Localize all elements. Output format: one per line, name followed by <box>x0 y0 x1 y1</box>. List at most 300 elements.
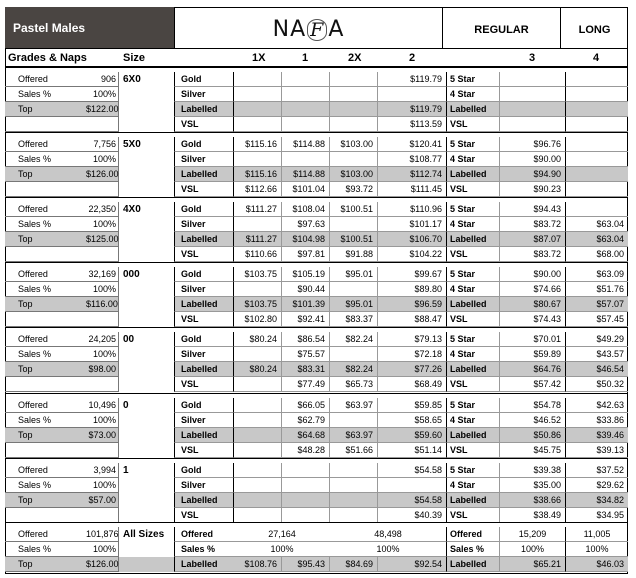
stat-label: Offered <box>5 267 86 282</box>
price-cell-c4 <box>566 72 628 87</box>
stat-value: 3,994 <box>86 463 119 478</box>
grade-label: VSL <box>174 117 234 132</box>
grade-label: VSL <box>174 508 234 523</box>
star-label: 5 Star <box>447 463 500 478</box>
price-cell-c2x: $93.72 <box>330 182 378 197</box>
star-label: 4 Star <box>447 152 500 167</box>
price-cell-c2: $120.41 <box>378 137 447 152</box>
stat-label: Offered <box>5 398 86 413</box>
summary-row-labelled <box>5 557 628 572</box>
table-row <box>5 137 628 152</box>
star-label: 5 Star <box>447 267 500 282</box>
grade-label: Silver <box>174 152 234 167</box>
stat-value: 24,205 <box>86 332 119 347</box>
price-cell-c3: $74.66 <box>500 282 566 297</box>
price-cell-c2x: $51.66 <box>330 443 378 458</box>
stat-label: Sales % <box>5 217 86 232</box>
price-cell-c3: $90.00 <box>500 152 566 167</box>
price-cell-c1: $77.49 <box>282 377 330 392</box>
summary-stat-label: Sales % <box>5 542 86 557</box>
col-size: Size <box>123 52 146 64</box>
table-row <box>5 463 628 478</box>
table-row <box>5 282 628 297</box>
table-row <box>5 182 628 197</box>
long-header: LONG <box>578 24 611 36</box>
price-cell-c2: $108.77 <box>378 152 447 167</box>
price-cell-c1: $114.88 <box>282 137 330 152</box>
table-row <box>5 152 628 167</box>
price-cell-c2: $51.14 <box>378 443 447 458</box>
grade-label: Gold <box>174 332 234 347</box>
stat-value <box>86 312 119 327</box>
grade-label: Silver <box>174 87 234 102</box>
price-cell-c3: $90.23 <box>500 182 566 197</box>
summary-offered-star-label: Offered <box>447 527 500 542</box>
logo-part-2: F <box>307 19 327 41</box>
price-cell-c1x: $115.16 <box>234 137 282 152</box>
price-cell-c4 <box>566 117 628 132</box>
price-cell-c3: $94.90 <box>500 167 566 182</box>
price-cell-c3: $80.67 <box>500 297 566 312</box>
summary-stat-label: Top <box>5 557 86 572</box>
price-cell-c1x: $111.27 <box>234 202 282 217</box>
star-label: VSL <box>447 508 500 523</box>
table-row <box>5 102 628 117</box>
price-cell-c2: $110.96 <box>378 202 447 217</box>
price-cell-c2: $59.60 <box>378 428 447 443</box>
star-label: VSL <box>447 117 500 132</box>
stat-value <box>86 247 119 262</box>
grade-label: Labelled <box>174 297 234 312</box>
price-cell-c1x <box>234 443 282 458</box>
stat-label: Offered <box>5 72 86 87</box>
stat-label <box>5 377 86 392</box>
stat-value <box>86 182 119 197</box>
size-label: 00 <box>123 334 135 345</box>
price-cell-c2x: $103.00 <box>330 167 378 182</box>
summary-labelled-3: $65.21 <box>500 557 566 572</box>
summary-size-label: All Sizes <box>123 529 165 540</box>
table-row <box>5 167 628 182</box>
stat-label: Top <box>5 102 86 117</box>
col-4: 4 <box>593 52 600 64</box>
star-label: 5 Star <box>447 202 500 217</box>
price-cell-c2: $89.80 <box>378 282 447 297</box>
stat-value: 100% <box>86 347 119 362</box>
price-cell-c2: $58.65 <box>378 413 447 428</box>
stat-label: Offered <box>5 202 86 217</box>
star-label: Labelled <box>447 297 500 312</box>
price-cell-c3 <box>500 102 566 117</box>
stat-value: 100% <box>86 217 119 232</box>
price-cell-c1x <box>234 493 282 508</box>
price-cell-c1x: $115.16 <box>234 167 282 182</box>
stat-label <box>5 117 86 132</box>
price-cell-c2x: $95.01 <box>330 267 378 282</box>
price-cell-c2x <box>330 102 378 117</box>
price-cell-c4 <box>566 167 628 182</box>
price-cell-c2x: $100.51 <box>330 232 378 247</box>
price-cell-c2x: $82.24 <box>330 332 378 347</box>
price-cell-c2: $72.18 <box>378 347 447 362</box>
price-cell-c4: $51.76 <box>566 282 628 297</box>
summary-labelled-2: $92.54 <box>378 557 447 572</box>
table-row <box>5 247 628 262</box>
price-cell-c4: $63.04 <box>566 232 628 247</box>
price-cell-c4: $46.54 <box>566 362 628 377</box>
summary-sales-regular-1: 100% <box>234 542 330 557</box>
stat-value <box>86 117 119 132</box>
price-cell-c3: $83.72 <box>500 247 566 262</box>
price-cell-c2x <box>330 282 378 297</box>
stat-value: $98.00 <box>86 362 119 377</box>
star-label: VSL <box>447 312 500 327</box>
table-row <box>5 398 628 413</box>
stat-label: Top <box>5 362 86 377</box>
price-cell-c2x: $95.01 <box>330 297 378 312</box>
price-cell-c2: $119.79 <box>378 72 447 87</box>
size-block <box>5 132 628 196</box>
price-cell-c2: $79.13 <box>378 332 447 347</box>
star-label: 4 Star <box>447 217 500 232</box>
table-row <box>5 332 628 347</box>
price-cell-c4 <box>566 152 628 167</box>
summary-labelled-1x: $108.76 <box>234 557 282 572</box>
price-cell-c1x <box>234 102 282 117</box>
price-cell-c2x <box>330 152 378 167</box>
price-cell-c2 <box>378 478 447 493</box>
price-cell-c4: $50.32 <box>566 377 628 392</box>
table-row <box>5 508 628 523</box>
price-cell-c1x: $80.24 <box>234 362 282 377</box>
stat-value: 100% <box>86 413 119 428</box>
price-cell-c2x <box>330 117 378 132</box>
price-cell-c1x: $110.66 <box>234 247 282 262</box>
price-cell-c2x: $91.88 <box>330 247 378 262</box>
price-cell-c4: $43.57 <box>566 347 628 362</box>
size-label: 4X0 <box>123 204 141 215</box>
stat-value: $116.00 <box>86 297 119 312</box>
price-cell-c1 <box>282 493 330 508</box>
grade-label: VSL <box>174 247 234 262</box>
star-label: VSL <box>447 182 500 197</box>
price-cell-c1: $75.57 <box>282 347 330 362</box>
price-cell-c2: $40.39 <box>378 508 447 523</box>
stat-label <box>5 312 86 327</box>
price-cell-c1x <box>234 398 282 413</box>
price-cell-c1: $48.28 <box>282 443 330 458</box>
grade-label: Gold <box>174 202 234 217</box>
price-cell-c4: $57.07 <box>566 297 628 312</box>
stat-value <box>86 508 119 523</box>
star-label: 4 Star <box>447 413 500 428</box>
summary-stat-value: 101,876 <box>86 527 119 542</box>
table-row <box>5 217 628 232</box>
star-label: VSL <box>447 377 500 392</box>
price-cell-c3: $35.00 <box>500 478 566 493</box>
summary-offered-4: 11,005 <box>566 527 628 542</box>
price-cell-c3 <box>500 72 566 87</box>
star-label: Labelled <box>447 362 500 377</box>
price-cell-c1x <box>234 217 282 232</box>
star-label: 4 Star <box>447 282 500 297</box>
size-label: 6X0 <box>123 74 141 85</box>
summary-labelled-label: Labelled <box>174 557 234 572</box>
price-cell-c3: $94.43 <box>500 202 566 217</box>
price-cell-c1 <box>282 152 330 167</box>
price-cell-c2x <box>330 478 378 493</box>
price-cell-c1x <box>234 87 282 102</box>
size-block <box>5 67 628 131</box>
price-cell-c4 <box>566 202 628 217</box>
price-cell-c3: $59.89 <box>500 347 566 362</box>
price-cell-c1: $101.39 <box>282 297 330 312</box>
summary-labelled-star-label: Labelled <box>447 557 500 572</box>
col-3: 3 <box>529 52 536 64</box>
price-cell-c2x <box>330 347 378 362</box>
price-cell-c4: $63.09 <box>566 267 628 282</box>
price-cell-c1 <box>282 463 330 478</box>
stat-value: $125.00 <box>86 232 119 247</box>
table-row <box>5 267 628 282</box>
table-title: Pastel Males <box>5 7 174 48</box>
price-cell-c1: $104.98 <box>282 232 330 247</box>
grade-label: Silver <box>174 347 234 362</box>
summary-stat-label: Offered <box>5 527 86 542</box>
table-row <box>5 347 628 362</box>
stat-label: Top <box>5 493 86 508</box>
price-cell-c4: $42.63 <box>566 398 628 413</box>
price-cell-c3: $74.43 <box>500 312 566 327</box>
size-block <box>5 327 628 391</box>
price-cell-c3: $70.01 <box>500 332 566 347</box>
price-cell-c4: $63.04 <box>566 217 628 232</box>
star-label: 4 Star <box>447 478 500 493</box>
stat-label <box>5 443 86 458</box>
price-cell-c2x <box>330 493 378 508</box>
price-cell-c1x: $103.75 <box>234 297 282 312</box>
table-row <box>5 428 628 443</box>
summary-labelled-4: $46.03 <box>566 557 628 572</box>
size-block <box>5 393 628 457</box>
price-cell-c1x <box>234 463 282 478</box>
grade-label: Labelled <box>174 232 234 247</box>
price-cell-c1: $92.41 <box>282 312 330 327</box>
grade-label: Silver <box>174 413 234 428</box>
grade-label: VSL <box>174 377 234 392</box>
price-cell-c3: $39.38 <box>500 463 566 478</box>
price-cell-c1 <box>282 72 330 87</box>
price-cell-c2x <box>330 87 378 102</box>
grade-label: Gold <box>174 267 234 282</box>
table-row <box>5 493 628 508</box>
table-row <box>5 117 628 132</box>
stat-label: Sales % <box>5 87 86 102</box>
price-cell-c1 <box>282 508 330 523</box>
summary-offered-label: Offered <box>174 527 234 542</box>
stat-label <box>5 247 86 262</box>
table-row <box>5 72 628 87</box>
star-label: 4 Star <box>447 347 500 362</box>
price-cell-c3: $96.76 <box>500 137 566 152</box>
table-row <box>5 312 628 327</box>
column-header-row <box>5 48 628 67</box>
summary-sales-regular-2: 100% <box>330 542 447 557</box>
stat-label: Sales % <box>5 413 86 428</box>
price-cell-c3: $64.76 <box>500 362 566 377</box>
price-cell-c1x <box>234 347 282 362</box>
size-block <box>5 262 628 326</box>
grade-label: Gold <box>174 398 234 413</box>
price-cell-c2x <box>330 72 378 87</box>
star-label: Labelled <box>447 167 500 182</box>
price-cell-c1: $97.81 <box>282 247 330 262</box>
summary-sales-4: 100% <box>566 542 628 557</box>
col-2: 2 <box>409 52 416 64</box>
price-cell-c4 <box>566 87 628 102</box>
size-block <box>5 458 628 522</box>
price-cell-c1 <box>282 478 330 493</box>
price-cell-c4 <box>566 182 628 197</box>
stat-label <box>5 508 86 523</box>
star-label: VSL <box>447 443 500 458</box>
price-cell-c1x: $102.80 <box>234 312 282 327</box>
star-label: 5 Star <box>447 137 500 152</box>
summary-block <box>5 522 628 574</box>
price-cell-c4: $33.86 <box>566 413 628 428</box>
price-cell-c1x: $112.66 <box>234 182 282 197</box>
price-cell-c1x <box>234 508 282 523</box>
price-cell-c1: $64.68 <box>282 428 330 443</box>
price-cell-c1x <box>234 413 282 428</box>
price-cell-c4: $49.29 <box>566 332 628 347</box>
stat-value <box>86 443 119 458</box>
stat-value: 906 <box>86 72 119 87</box>
size-label: 0 <box>123 400 129 411</box>
grade-label: Gold <box>174 463 234 478</box>
star-label: 5 Star <box>447 72 500 87</box>
price-cell-c4: $29.62 <box>566 478 628 493</box>
price-cell-c3: $87.07 <box>500 232 566 247</box>
size-label: 5X0 <box>123 139 141 150</box>
price-cell-c4: $34.82 <box>566 493 628 508</box>
stat-value: 22,350 <box>86 202 119 217</box>
summary-labelled-2x: $84.69 <box>330 557 378 572</box>
price-cell-c2: $112.74 <box>378 167 447 182</box>
price-cell-c2: $77.26 <box>378 362 447 377</box>
price-cell-c3 <box>500 117 566 132</box>
price-cell-c3: $38.49 <box>500 508 566 523</box>
table-row <box>5 443 628 458</box>
star-label: 5 Star <box>447 398 500 413</box>
price-cell-c2x <box>330 413 378 428</box>
grade-label: Labelled <box>174 362 234 377</box>
price-cell-c2: $106.70 <box>378 232 447 247</box>
table-row <box>5 362 628 377</box>
table-row <box>5 87 628 102</box>
price-cell-c2x: $83.37 <box>330 312 378 327</box>
price-cell-c2: $119.79 <box>378 102 447 117</box>
price-cell-c3: $57.42 <box>500 377 566 392</box>
price-cell-c4: $39.13 <box>566 443 628 458</box>
price-cell-c1: $62.79 <box>282 413 330 428</box>
price-cell-c1x: $80.24 <box>234 332 282 347</box>
nafa-logo <box>174 7 443 48</box>
grade-label: VSL <box>174 182 234 197</box>
price-cell-c1x <box>234 377 282 392</box>
summary-offered-regular-1: 27,164 <box>234 527 330 542</box>
stat-label: Top <box>5 167 86 182</box>
price-cell-c2: $111.45 <box>378 182 447 197</box>
regular-header: REGULAR <box>443 7 561 48</box>
price-cell-c2x <box>330 463 378 478</box>
price-cell-c2: $104.22 <box>378 247 447 262</box>
price-cell-c4: $39.46 <box>566 428 628 443</box>
price-cell-c2x: $65.73 <box>330 377 378 392</box>
summary-sales-label: Sales % <box>174 542 234 557</box>
logo-part-3: A <box>328 17 345 42</box>
grade-label: VSL <box>174 312 234 327</box>
price-cell-c1: $90.44 <box>282 282 330 297</box>
grade-label: Gold <box>174 72 234 87</box>
summary-row-offered <box>5 527 628 542</box>
star-label: 4 Star <box>447 87 500 102</box>
price-cell-c1x: $111.27 <box>234 232 282 247</box>
stat-value: 100% <box>86 152 119 167</box>
summary-stat-value: $126.00 <box>86 557 119 572</box>
stat-value: 32,169 <box>86 267 119 282</box>
price-cell-c3: $54.78 <box>500 398 566 413</box>
star-label: Labelled <box>447 428 500 443</box>
star-label: VSL <box>447 247 500 262</box>
price-cell-c3: $90.00 <box>500 267 566 282</box>
price-cell-c1 <box>282 117 330 132</box>
stat-value: $73.00 <box>86 428 119 443</box>
price-cell-c4: $57.45 <box>566 312 628 327</box>
table-row <box>5 202 628 217</box>
price-cell-c1: $97.63 <box>282 217 330 232</box>
stat-value: 100% <box>86 282 119 297</box>
col-grades-naps: Grades & Naps <box>8 52 87 64</box>
stat-label: Top <box>5 232 86 247</box>
price-cell-c1: $101.04 <box>282 182 330 197</box>
stat-label: Sales % <box>5 347 86 362</box>
col-2x: 2X <box>348 52 362 64</box>
price-cell-c2: $68.49 <box>378 377 447 392</box>
price-cell-c1: $83.31 <box>282 362 330 377</box>
price-cell-c2x <box>330 508 378 523</box>
price-cell-c3: $83.72 <box>500 217 566 232</box>
table-row <box>5 297 628 312</box>
grade-label: Labelled <box>174 428 234 443</box>
price-cell-c4: $37.52 <box>566 463 628 478</box>
col-1: 1 <box>302 52 309 64</box>
summary-row-sales <box>5 542 628 557</box>
star-label: Labelled <box>447 493 500 508</box>
grade-label: Silver <box>174 478 234 493</box>
price-cell-c2: $113.59 <box>378 117 447 132</box>
price-cell-c1x <box>234 152 282 167</box>
stat-value: 7,756 <box>86 137 119 152</box>
price-cell-c1: $108.04 <box>282 202 330 217</box>
price-cell-c1: $86.54 <box>282 332 330 347</box>
col-1x: 1X <box>252 52 266 64</box>
price-cell-c4 <box>566 102 628 117</box>
price-cell-c2: $59.85 <box>378 398 447 413</box>
price-cell-c2: $54.58 <box>378 463 447 478</box>
stat-label: Offered <box>5 463 86 478</box>
table-row <box>5 232 628 247</box>
